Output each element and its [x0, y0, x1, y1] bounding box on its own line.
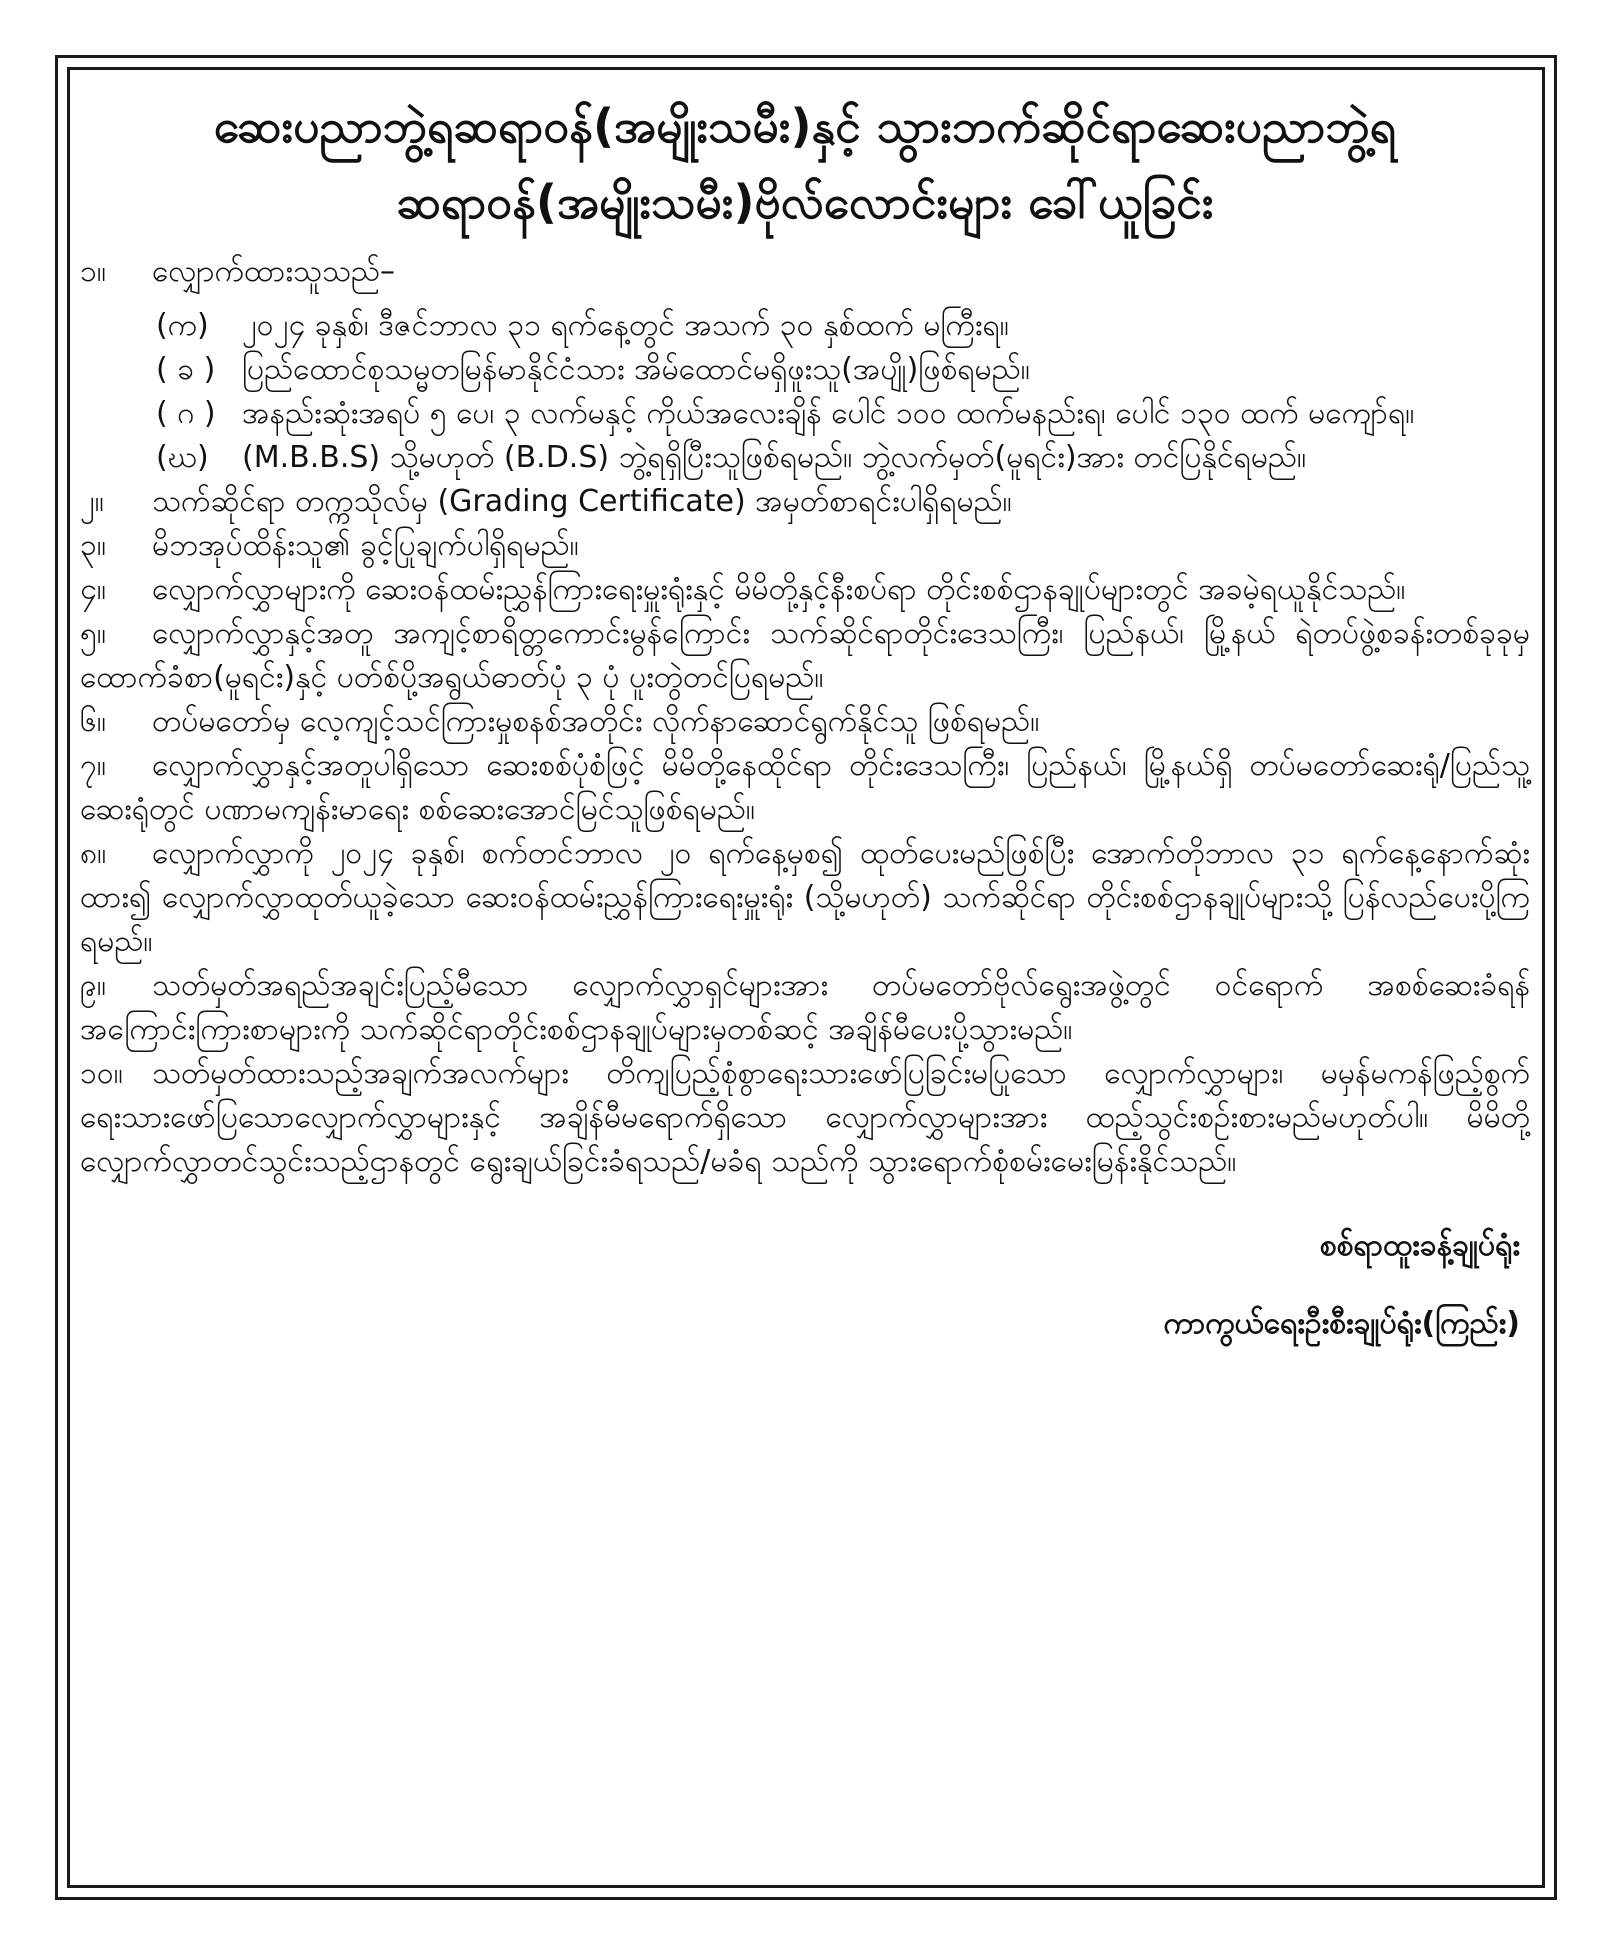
- paragraph-text: တပ်မတော်မှ လေ့ကျင့်သင်ကြားမှုစနစ်အတိုင်း လိုက်နာဆောင်ရွက်နိုင်သူ ဖြစ်ရမည်။: [152, 704, 1040, 739]
- item-text: (M.B.B.S) သို့မဟုတ် (B.D.S) ဘွဲ့ရရှိပြီးသူဖြစ်ရမည်။ ဘွဲ့လက်မှတ်(မူရင်း)အား တင်ပြနိုင်ရမည်။: [242, 440, 1307, 475]
- paragraph-text: လျှောက်ထားသူသည်–: [152, 254, 395, 289]
- requirements-list: [80, 304, 1530, 480]
- paragraph-4: [80, 568, 1530, 612]
- paragraph-text: လျှောက်လွှာကို ၂၀၂၄ ခုနှစ်၊ စက်တင်ဘာလ ၂၀ ရက်နေ့မှစ၍ ထုတ်ပေးမည်ဖြစ်ပြီး အောက်တိုဘာလ ၃၁ ရက်နေ့နောက်ဆုံးထား၍ လျှောက်လွှာထုတ်ယူခဲ့သော ဆေးဝန်ထမ်းညွှန်ကြားရေးမှူးရုံး (သို့မဟုတ်) သက်ဆိုင်ရာ တိုင်းစစ်ဌာနချုပ်များသို့ ပြန်လည်ပေးပို့ကြရမည်။: [80, 836, 1530, 959]
- paragraph-number: ၈။: [80, 836, 107, 871]
- paragraph-10: [80, 1052, 1530, 1184]
- paragraph-number: ၂။: [80, 484, 104, 519]
- requirement-item: [156, 304, 1530, 348]
- title-line-1: ဆေးပညာဘွဲ့ရဆရာဝန်(အမျိုးသမီး)နှင့် သွားဘက်ဆိုင်ရာဆေးပညာဘွဲ့ရ: [213, 99, 1397, 153]
- signature-office: စစ်ရာထူးခန့်ချုပ်ရုံး: [1319, 1228, 1520, 1263]
- paragraph-5: [80, 612, 1530, 700]
- paragraph-7: [80, 744, 1530, 832]
- item-label: (က): [156, 308, 209, 343]
- paragraph-text: လျှောက်လွှာနှင့်အတူ အကျင့်စာရိတ္တကောင်းမွန်ကြောင်း သက်ဆိုင်ရာတိုင်းဒေသကြီး၊ ပြည်နယ်၊ မြို့နယ် ရဲတပ်ဖွဲ့စခန်းတစ်ခုခုမှ ထောက်ခံစာ(မူရင်း)နှင့် ပတ်စ်ပို့အရွယ်ဓာတ်ပုံ ၃ ပုံ ပူးတွဲတင်ပြရမည်။: [80, 616, 1530, 695]
- paragraph-6: [80, 700, 1530, 744]
- item-text: ၂၀၂၄ ခုနှစ်၊ ဒီဇင်ဘာလ ၃၁ ရက်နေ့တွင် အသက် ၃၀ နှစ်ထက် မကြီးရ။: [242, 308, 1009, 343]
- paragraph-8: [80, 832, 1530, 964]
- item-text: ပြည်ထောင်စုသမ္မတမြန်မာနိုင်ငံသား အိမ်ထောင်မရှိဖူးသူ(အပျို)ဖြစ်ရမည်။: [242, 352, 1030, 387]
- paragraph-text: သတ်မှတ်ထားသည့်အချက်အလက်များ တိကျပြည့်စုံစွာရေးသားဖော်ပြခြင်းမပြုသော လျှောက်လွှာများ၊ မမှန်မကန်ဖြည့်စွက်ရေးသားဖော်ပြသောလျှောက်လွှာများနှင့် အချိန်မီမရောက်ရှိသော လျှောက်လွှာများအား ထည့်သွင်းစဉ်းစားမည်မဟုတ်ပါ။ မိမိတို့ လျှောက်လွှာတင်သွင်းသည့်ဌာနတွင် ရွေးချယ်ခြင်းခံရသည်/မခံရ သည်ကို သွားရောက်စုံစမ်းမေးမြန်းနိုင်သည်။: [80, 1056, 1530, 1179]
- signature-block: [80, 1224, 1530, 1346]
- item-label: ( ဂ ): [156, 396, 216, 431]
- paragraph-number: ၁။: [80, 254, 106, 289]
- paragraph-number: ၆။: [80, 704, 106, 739]
- signature-department: ကာကွယ်ရေးဦးစီးချုပ်ရုံး(ကြည်း): [1163, 1306, 1520, 1341]
- paragraph-number: ၇။: [80, 748, 106, 783]
- requirement-item: [156, 392, 1530, 436]
- announcement-document: [80, 88, 1530, 1346]
- item-label: ( ခ ): [156, 352, 216, 387]
- paragraph-9: [80, 964, 1530, 1052]
- paragraph-text: သတ်မှတ်အရည်အချင်းပြည့်မီသော လျှောက်လွှာရှင်များအား တပ်မတော်ဗိုလ်ရွေးအဖွဲ့တွင် ဝင်ရောက် အစစ်ဆေးခံရန် အကြောင်းကြားစာများကို သက်ဆိုင်ရာတိုင်းစစ်ဌာနချုပ်များမှတစ်ဆင့် အချိန်မီပေးပို့သွားမည်။: [80, 968, 1530, 1047]
- paragraph-number: ၃။: [80, 528, 106, 563]
- paragraph-1: [80, 250, 1530, 480]
- paragraph-2: [80, 480, 1530, 524]
- paragraph-number: ၉။: [80, 968, 106, 1003]
- paragraph-text: မိဘအုပ်ထိန်းသူ၏ ခွင့်ပြုချက်ပါရှိရမည်။: [152, 528, 579, 563]
- title-line-2: ဆရာဝန်(အမျိုးသမီး)ဗိုလ်လောင်းများ ခေါ်ယူခြင်း: [396, 175, 1214, 229]
- requirement-item: [156, 436, 1530, 480]
- paragraph-text: လျှောက်လွှာများကို ဆေးဝန်ထမ်းညွှန်ကြားရေးမှူးရုံးနှင့် မိမိတို့နှင့်နီးစပ်ရာ တိုင်းစစ်ဌာနချုပ်များတွင် အခမဲ့ရယူနိုင်သည်။: [152, 572, 1406, 607]
- paragraph-text: လျှောက်လွှာနှင့်အတူပါရှိသော ဆေးစစ်ပုံစံဖြင့် မိမိတို့နေထိုင်ရာ တိုင်းဒေသကြီး၊ ပြည်နယ်၊ မြို့နယ်ရှိ တပ်မတော်ဆေးရုံ/ပြည်သူ့ဆေးရုံတွင် ပဏာမကျန်းမာရေး စစ်ဆေးအောင်မြင်သူဖြစ်ရမည်။: [80, 748, 1530, 827]
- paragraph-number: ၅။: [80, 616, 106, 651]
- paragraph-number: ၄။: [80, 572, 106, 607]
- item-text: အနည်းဆုံးအရပ် ၅ ပေ၊ ၃ လက်မနှင့် ကိုယ်အလေးချိန် ပေါင် ၁၀၀ ထက်မနည်းရ၊ ပေါင် ၁၃၀ ထက် မကျော်ရ။: [242, 396, 1415, 431]
- item-label: (ဃ): [156, 440, 209, 475]
- paragraph-number: ၁၀။: [80, 1056, 123, 1091]
- requirement-item: [156, 348, 1530, 392]
- document-title: [80, 88, 1530, 240]
- paragraph-text: သက်ဆိုင်ရာ တက္ကသိုလ်မှ (Grading Certificate) အမှတ်စာရင်းပါရှိရမည်။: [152, 484, 1012, 519]
- paragraph-3: [80, 524, 1530, 568]
